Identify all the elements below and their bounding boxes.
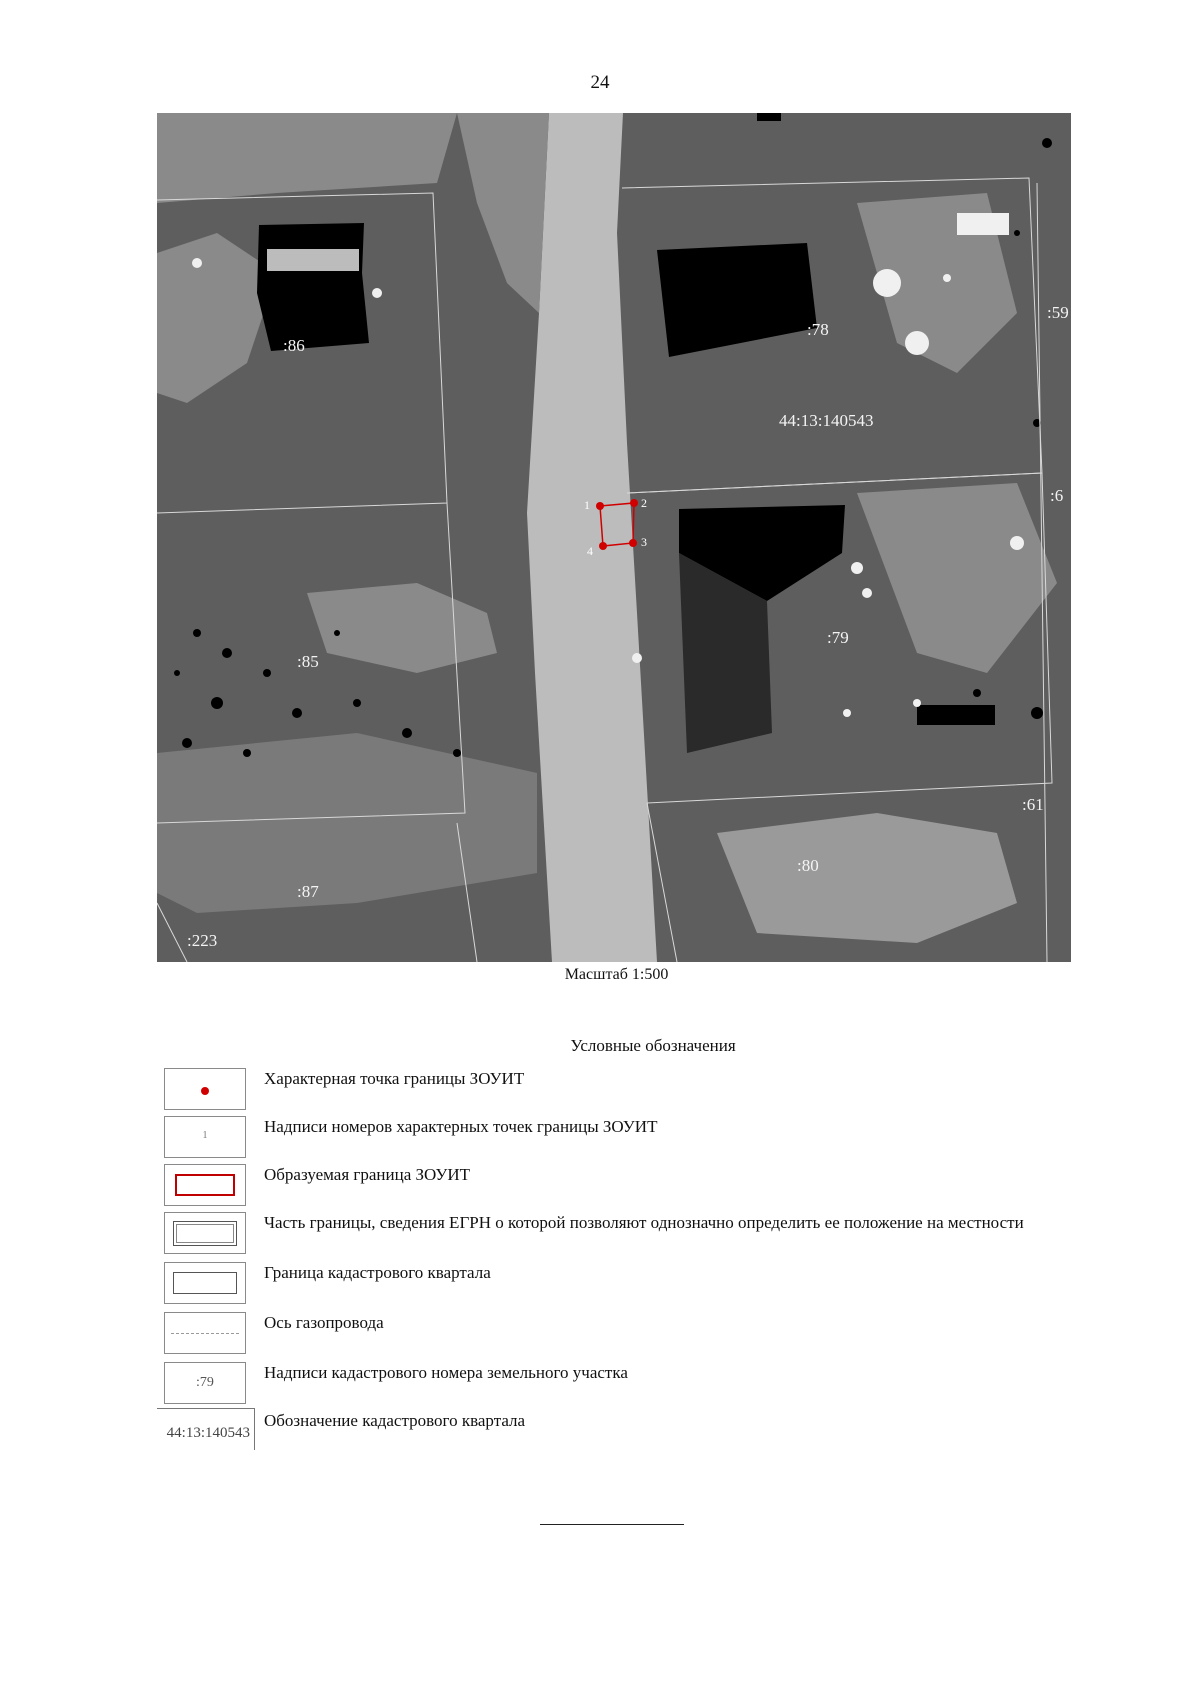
zouit-point-4 — [599, 542, 607, 550]
legend-item-egrn-boundary — [0, 1212, 1200, 1260]
parcel-label-223: :223 — [187, 931, 218, 950]
zouit-point-2 — [630, 499, 638, 507]
parcel-label-85: :85 — [297, 652, 319, 671]
zouit-point-label-2: 2 — [641, 496, 647, 510]
parcel-label-86: :86 — [283, 336, 305, 355]
end-separator-line — [540, 1524, 684, 1525]
legend-text: Надписи кадастрового номера земельного участка — [264, 1363, 628, 1382]
legend-symbol-parcel-label — [164, 1362, 246, 1404]
parcel-label-87: :87 — [297, 882, 319, 901]
legend-item-point-numbers — [0, 1116, 1200, 1164]
legend-symbol-dashed-line — [164, 1312, 246, 1354]
legend-item-quarter-boundary — [0, 1262, 1200, 1310]
zouit-point-1 — [596, 502, 604, 510]
building-ne-small — [917, 705, 995, 725]
quarter-label-sample: 44:13:140543 — [166, 1425, 250, 1441]
legend-symbol-red-rectangle — [164, 1164, 246, 1206]
parcel-label-sample: :79 — [196, 1375, 214, 1390]
legend-item-zouit-point — [0, 1068, 1200, 1116]
legend-symbol-quarter-label — [157, 1408, 255, 1450]
legend-text: Ось газопровода — [264, 1313, 384, 1332]
parcel-label-59: :59 — [1047, 303, 1069, 322]
legend-title: Условные обозначения — [570, 1036, 736, 1055]
legend-item-gas-pipeline — [0, 1312, 1200, 1360]
parcel-label-78: :78 — [807, 320, 829, 339]
parcel-label-6: :6 — [1050, 486, 1064, 505]
zouit-point-label-3: 3 — [641, 535, 647, 549]
legend-item-zouit-boundary — [0, 1164, 1200, 1212]
legend-text: Часть границы, сведения ЕГРН о которой позволяют однозначно определить ее положение на местности — [264, 1213, 1024, 1232]
zouit-point-label-4: 4 — [587, 544, 593, 558]
legend-text: Обозначение кадастрового квартала — [264, 1411, 526, 1430]
red-rectangle-icon — [175, 1174, 235, 1196]
parcel-label-80: :80 — [797, 856, 819, 875]
red-dot-icon — [201, 1087, 209, 1095]
building-86-roof-light — [267, 249, 359, 271]
legend-symbol-double-rectangle — [164, 1212, 246, 1254]
legend-text: Граница кадастрового квартала — [264, 1263, 491, 1282]
cadastral-map[interactable] — [157, 113, 1071, 962]
legend-item-parcel-number — [0, 1362, 1200, 1410]
parcel-label-79: :79 — [827, 628, 849, 647]
point-number-sample: 1 — [202, 1130, 208, 1141]
dashed-line-icon — [171, 1333, 239, 1334]
plain-rectangle-icon — [173, 1272, 237, 1294]
page-number: 24 — [590, 72, 610, 93]
map-scale: Масштаб 1:500 — [564, 966, 669, 983]
double-rectangle-icon — [173, 1221, 237, 1246]
legend-symbol-number-label — [164, 1116, 246, 1158]
zouit-point-3 — [629, 539, 637, 547]
zouit-point-label-1: 1 — [584, 498, 590, 512]
legend-text: Характерная точка границы ЗОУИТ — [264, 1069, 525, 1088]
legend-text: Надписи номеров характерных точек границы ЗОУИТ — [264, 1117, 658, 1136]
parcel-label-61: :61 — [1022, 795, 1044, 814]
legend-symbol-red-dot — [164, 1068, 246, 1110]
legend-text: Образуемая граница ЗОУИТ — [264, 1165, 471, 1184]
legend-symbol-plain-rectangle — [164, 1262, 246, 1304]
building-86 — [257, 223, 369, 351]
building-top-right — [757, 113, 781, 121]
quarter-label-map: 44:13:140543 — [779, 411, 874, 430]
